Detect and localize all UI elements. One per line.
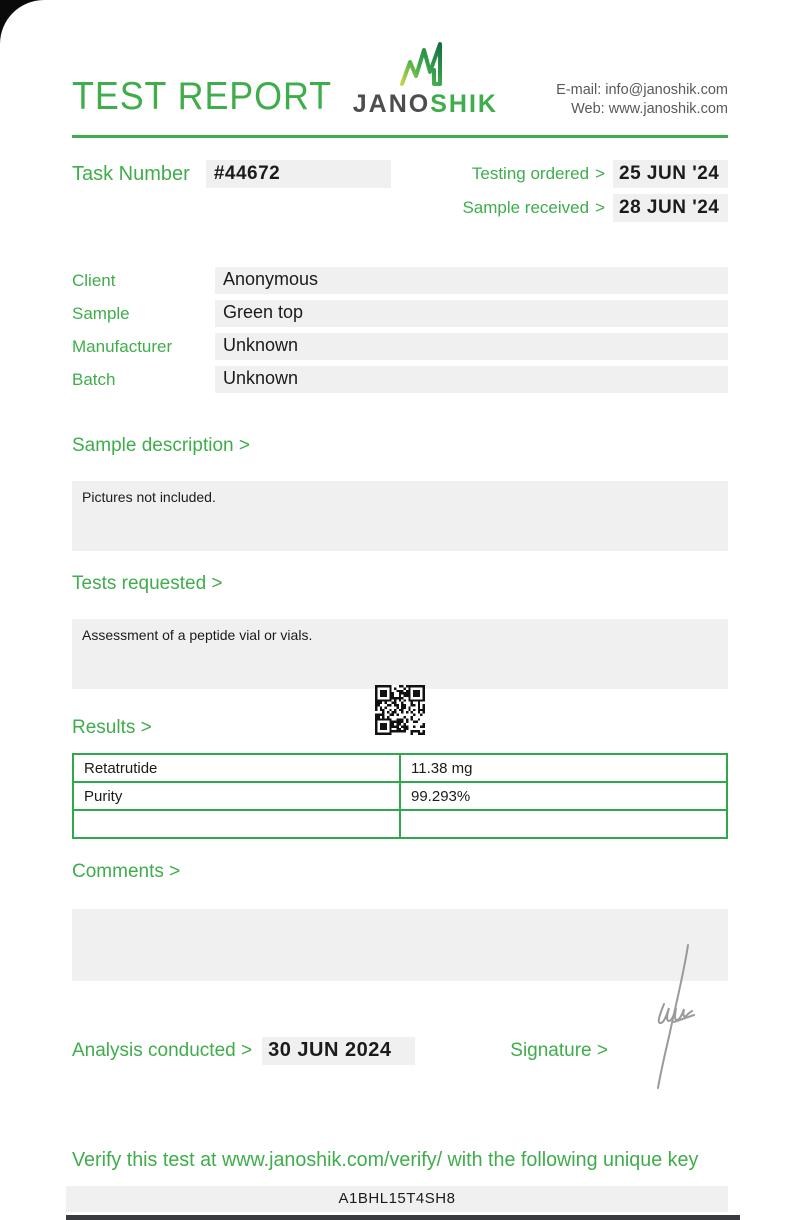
comments-heading: Comments > — [72, 861, 181, 882]
logo-text-jano: JANO — [352, 90, 431, 118]
info-row-manufacturer — [72, 333, 728, 360]
testing-ordered-value: 25 JUN '24 — [613, 160, 728, 188]
batch-value: Unknown — [215, 366, 728, 393]
batch-label: Batch — [72, 369, 116, 389]
sample-received-row — [462, 194, 728, 222]
info-row-batch — [72, 366, 728, 393]
task-number-value: #44672 — [206, 160, 391, 188]
table-row — [73, 810, 727, 838]
results-header — [72, 689, 728, 745]
result-value — [400, 810, 727, 838]
sample-description-box: Pictures not included. — [72, 481, 728, 551]
sample-label: Sample — [72, 303, 130, 323]
signature-label: Signature > — [510, 1040, 608, 1061]
results-heading: Results > — [72, 717, 152, 738]
arrow-glyph: > — [595, 164, 605, 183]
sample-received-value: 28 JUN '24 — [613, 194, 728, 222]
testing-ordered-row — [462, 160, 728, 188]
report-header — [72, 0, 728, 119]
table-row — [73, 782, 727, 810]
dates-group — [462, 160, 728, 222]
handwritten-signature — [630, 942, 710, 1092]
manufacturer-label: Manufacturer — [72, 336, 173, 356]
logo-wordmark — [353, 90, 498, 119]
page-title: TEST REPORT — [72, 75, 333, 118]
task-dates-row — [72, 160, 728, 222]
info-row-sample — [72, 300, 728, 327]
manufacturer-value: Unknown — [215, 333, 728, 360]
results-table — [72, 753, 728, 839]
logo-text-shik: SHIK — [430, 90, 498, 118]
result-name — [73, 810, 400, 838]
table-row — [73, 754, 727, 782]
verify-text: Verify this test at www.janoshik.com/verify/ with the following unique key — [72, 1149, 699, 1171]
result-value: 99.293% — [400, 782, 727, 810]
result-name: Retatrutide — [73, 754, 400, 782]
arrow-glyph: > — [595, 198, 605, 217]
janoshik-logo — [353, 40, 498, 119]
contact-info — [556, 81, 728, 119]
analysis-conducted-label: Analysis conducted > — [72, 1040, 253, 1061]
result-value: 11.38 mg — [400, 754, 727, 782]
tests-requested-box: Assessment of a peptide vial or vials. — [72, 619, 728, 689]
unique-key-value: A1BHL15T4SH8 — [66, 1186, 728, 1212]
sample-description-heading: Sample description > — [72, 435, 250, 456]
sample-received-label: Sample received — [462, 198, 590, 217]
info-row-client — [72, 267, 728, 294]
growth-chart-icon — [394, 40, 456, 88]
client-value: Anonymous — [215, 267, 728, 294]
client-label: Client — [72, 270, 116, 290]
green-divider — [72, 135, 728, 138]
task-number-label: Task Number — [72, 163, 190, 185]
bottom-bar — [66, 1215, 740, 1220]
analysis-conducted-value: 30 JUN 2024 — [262, 1037, 415, 1065]
result-name: Purity — [73, 782, 400, 810]
web-line: Web: www.janoshik.com — [571, 101, 728, 117]
tests-requested-heading: Tests requested > — [72, 573, 223, 594]
email-line: E-mail: info@janoshik.com — [556, 82, 728, 98]
testing-ordered-label: Testing ordered — [471, 164, 590, 183]
task-number-group — [72, 160, 391, 222]
analysis-conducted-group — [72, 1037, 415, 1065]
sample-info-table — [72, 267, 728, 393]
sample-value: Green top — [215, 300, 728, 327]
qr-code — [375, 685, 425, 735]
